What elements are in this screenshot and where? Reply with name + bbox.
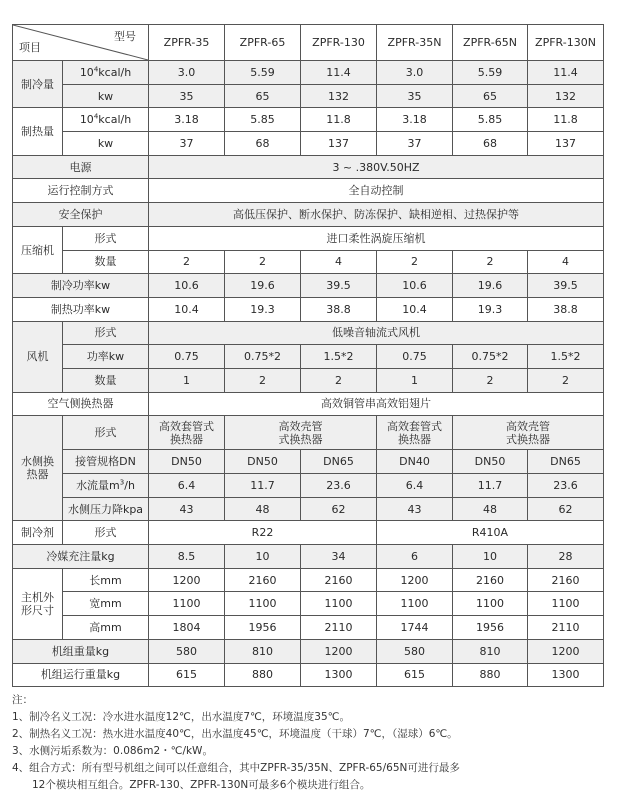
header-row	[13, 25, 604, 61]
row-group-label: 风机	[13, 321, 63, 392]
cell: 11.8	[301, 108, 377, 132]
row-label: 制热功率kw	[13, 297, 149, 321]
row-label: 机组运行重量kg	[13, 663, 149, 687]
cell: 48	[453, 497, 528, 521]
cell: 1100	[149, 592, 225, 616]
table-row	[13, 497, 604, 521]
cell: 11.7	[453, 474, 528, 498]
cell: 880	[453, 663, 528, 687]
table-row	[13, 203, 604, 227]
cell: 2160	[453, 568, 528, 592]
cell: 1956	[453, 616, 528, 640]
cell: 48	[225, 497, 301, 521]
notes-section	[12, 692, 612, 794]
row-label: 形式	[63, 416, 149, 450]
row-label: 形式	[63, 321, 149, 345]
cell: 1.5*2	[528, 345, 604, 369]
table-row	[13, 226, 604, 250]
cell: 68	[225, 132, 301, 156]
table-row	[13, 639, 604, 663]
corner-label-item: 项目	[19, 41, 41, 54]
table-row	[13, 521, 604, 545]
cell: 38.8	[528, 297, 604, 321]
cell: 6	[377, 545, 453, 569]
row-label: 冷媒充注量kg	[13, 545, 149, 569]
cell: 1.5*2	[301, 345, 377, 369]
model-header: ZPFR-65N	[453, 25, 528, 61]
cell: 2160	[528, 568, 604, 592]
table-row	[13, 274, 604, 298]
row-label: $10^4kcal/h$	[63, 61, 149, 85]
cell: 高效套管式换热器	[149, 416, 225, 450]
cell: 6.4	[149, 474, 225, 498]
row-label: 形式	[63, 521, 149, 545]
cell: DN65	[528, 450, 604, 474]
corner-cell	[13, 25, 149, 61]
cell: 10.4	[377, 297, 453, 321]
table-row	[13, 592, 604, 616]
row-label: $10^4kcal/h$	[63, 108, 149, 132]
row-label: 高mm	[63, 616, 149, 640]
cell: 137	[528, 132, 604, 156]
cell: 19.3	[225, 297, 301, 321]
model-header: ZPFR-35N	[377, 25, 453, 61]
cell: 62	[301, 497, 377, 521]
cell-merged: 高效壳管式换热器	[225, 416, 377, 450]
cell: 2	[377, 250, 453, 274]
corner-label-model: 型号	[114, 30, 136, 43]
cell: 1200	[301, 639, 377, 663]
cell: DN50	[225, 450, 301, 474]
cell: 39.5	[301, 274, 377, 298]
cell: 10	[453, 545, 528, 569]
cell: 65	[453, 84, 528, 108]
cell: 3.18	[377, 108, 453, 132]
table-row	[13, 416, 604, 450]
row-group-label: 制热量	[13, 108, 63, 155]
cell: 8.5	[149, 545, 225, 569]
cell: 34	[301, 545, 377, 569]
row-label: 数量	[63, 368, 149, 392]
cell: 2160	[301, 568, 377, 592]
cell: 137	[301, 132, 377, 156]
cell: 132	[301, 84, 377, 108]
cell: 2	[453, 368, 528, 392]
cell-merged: 高效铜管串高效铝翅片	[149, 392, 604, 416]
note-item-continued: 12个模块相互组合。ZPFR-130、ZPFR-130N可最多6个模块进行组合。	[32, 779, 371, 791]
row-label: 电源	[13, 155, 149, 179]
cell: 3.18	[149, 108, 225, 132]
cell: 10	[225, 545, 301, 569]
cell: 4	[528, 250, 604, 274]
cell: 4	[301, 250, 377, 274]
cell: 810	[225, 639, 301, 663]
table-row	[13, 368, 604, 392]
cell-merged: 3 ~ .380V.50HZ	[149, 155, 604, 179]
cell: 810	[453, 639, 528, 663]
cell: 580	[149, 639, 225, 663]
cell: 0.75	[149, 345, 225, 369]
row-label: kw	[63, 132, 149, 156]
cell: 62	[528, 497, 604, 521]
cell: 5.85	[225, 108, 301, 132]
cell: 1100	[225, 592, 301, 616]
cell: 1	[149, 368, 225, 392]
table-row	[13, 84, 604, 108]
model-header: ZPFR-35	[149, 25, 225, 61]
cell: 1200	[149, 568, 225, 592]
cell: 1300	[528, 663, 604, 687]
cell: 10.6	[149, 274, 225, 298]
row-label: kw	[63, 84, 149, 108]
note-item: 1、制冷名义工况：冷水进水温度12℃，出水温度7℃，环境温度35℃。	[12, 711, 350, 723]
row-group-label: 压缩机	[13, 226, 63, 273]
cell: 68	[453, 132, 528, 156]
row-label: 长mm	[63, 568, 149, 592]
table-row	[13, 321, 604, 345]
cell: 11.7	[225, 474, 301, 498]
cell: 65	[225, 84, 301, 108]
cell: 11.8	[528, 108, 604, 132]
cell: 2110	[301, 616, 377, 640]
cell: 6.4	[377, 474, 453, 498]
row-label: 运行控制方式	[13, 179, 149, 203]
cell: 23.6	[301, 474, 377, 498]
table-row	[13, 545, 604, 569]
cell: 3.0	[377, 61, 453, 85]
cell: DN50	[149, 450, 225, 474]
note-item: 3、水侧污垢系数为：0.086m2・℃/kW。	[12, 745, 213, 757]
cell: 35	[377, 84, 453, 108]
cell: 10.4	[149, 297, 225, 321]
table-row	[13, 61, 604, 85]
row-label: 数量	[63, 250, 149, 274]
cell: 580	[377, 639, 453, 663]
cell: 19.6	[453, 274, 528, 298]
cell: 35	[149, 84, 225, 108]
row-label: 形式	[63, 226, 149, 250]
row-label: 宽mm	[63, 592, 149, 616]
table-row	[13, 568, 604, 592]
cell: 5.59	[453, 61, 528, 85]
cell: 880	[225, 663, 301, 687]
cell: 1744	[377, 616, 453, 640]
row-group-label: 水侧换热器	[13, 416, 63, 521]
cell: 2110	[528, 616, 604, 640]
cell: 615	[149, 663, 225, 687]
cell: 38.8	[301, 297, 377, 321]
note-item: 2、制热名义工况：热水进水温度40℃，出水温度45℃，环境温度（干球）7℃，（湿球）6℃。	[12, 728, 458, 740]
cell: 1300	[301, 663, 377, 687]
cell: 1	[377, 368, 453, 392]
table-row	[13, 179, 604, 203]
row-group-label: 主机外形尺寸	[13, 568, 63, 639]
cell: 28	[528, 545, 604, 569]
table-row	[13, 250, 604, 274]
table-row	[13, 392, 604, 416]
cell: 43	[149, 497, 225, 521]
cell: 5.59	[225, 61, 301, 85]
cell: 5.85	[453, 108, 528, 132]
table-row	[13, 155, 604, 179]
cell: 2160	[225, 568, 301, 592]
cell: 1956	[225, 616, 301, 640]
cell: 2	[225, 250, 301, 274]
table-row	[13, 345, 604, 369]
row-group-label: 制冷量	[13, 61, 63, 108]
table-row	[13, 474, 604, 498]
model-header: ZPFR-130	[301, 25, 377, 61]
cell: 37	[149, 132, 225, 156]
cell: 615	[377, 663, 453, 687]
cell: 0.75*2	[225, 345, 301, 369]
cell: 2	[225, 368, 301, 392]
cell-merged: R410A	[377, 521, 604, 545]
notes-title: 注：	[12, 694, 33, 706]
cell: 43	[377, 497, 453, 521]
cell-merged: R22	[149, 521, 377, 545]
row-label: 水流量$m^3/h$	[63, 474, 149, 498]
cell: 1804	[149, 616, 225, 640]
cell: 37	[377, 132, 453, 156]
cell: 11.4	[528, 61, 604, 85]
row-label: 功率kw	[63, 345, 149, 369]
cell: 132	[528, 84, 604, 108]
cell: 19.3	[453, 297, 528, 321]
table-row	[13, 616, 604, 640]
cell: 39.5	[528, 274, 604, 298]
cell: DN65	[301, 450, 377, 474]
cell-merged: 全自动控制	[149, 179, 604, 203]
cell: 10.6	[377, 274, 453, 298]
cell: 1100	[301, 592, 377, 616]
cell: 23.6	[528, 474, 604, 498]
spec-table	[12, 24, 604, 687]
cell-merged: 进口柔性涡旋压缩机	[149, 226, 604, 250]
cell-merged: 高低压保护、断水保护、防冻保护、缺相逆相、过热保护等	[149, 203, 604, 227]
row-label: 制冷功率kw	[13, 274, 149, 298]
model-header: ZPFR-130N	[528, 25, 604, 61]
row-label: 空气侧换热器	[13, 392, 149, 416]
cell: DN50	[453, 450, 528, 474]
cell: 2	[149, 250, 225, 274]
table-row	[13, 297, 604, 321]
row-label: 接管规格DN	[63, 450, 149, 474]
cell: 1100	[377, 592, 453, 616]
cell: 19.6	[225, 274, 301, 298]
row-label: 水侧压力降kpa	[63, 497, 149, 521]
cell-merged: 低噪音轴流式风机	[149, 321, 604, 345]
cell: 1100	[453, 592, 528, 616]
row-group-label: 制冷剂	[13, 521, 63, 545]
cell: 2	[301, 368, 377, 392]
cell: 1100	[528, 592, 604, 616]
table-row	[13, 450, 604, 474]
cell: 2	[453, 250, 528, 274]
table-row	[13, 108, 604, 132]
cell: 0.75*2	[453, 345, 528, 369]
cell: 3.0	[149, 61, 225, 85]
cell: 1200	[377, 568, 453, 592]
cell: DN40	[377, 450, 453, 474]
cell: 高效套管式换热器	[377, 416, 453, 450]
row-label: 安全保护	[13, 203, 149, 227]
note-item: 4、组合方式：所有型号机组之间可以任意组合，其中ZPFR-35/35N、ZPFR-65/65N可进行最多	[12, 762, 460, 774]
cell: 2	[528, 368, 604, 392]
row-label: 机组重量kg	[13, 639, 149, 663]
table-row	[13, 132, 604, 156]
cell: 0.75	[377, 345, 453, 369]
cell: 11.4	[301, 61, 377, 85]
model-header: ZPFR-65	[225, 25, 301, 61]
table-row	[13, 663, 604, 687]
cell-merged: 高效壳管式换热器	[453, 416, 604, 450]
cell: 1200	[528, 639, 604, 663]
